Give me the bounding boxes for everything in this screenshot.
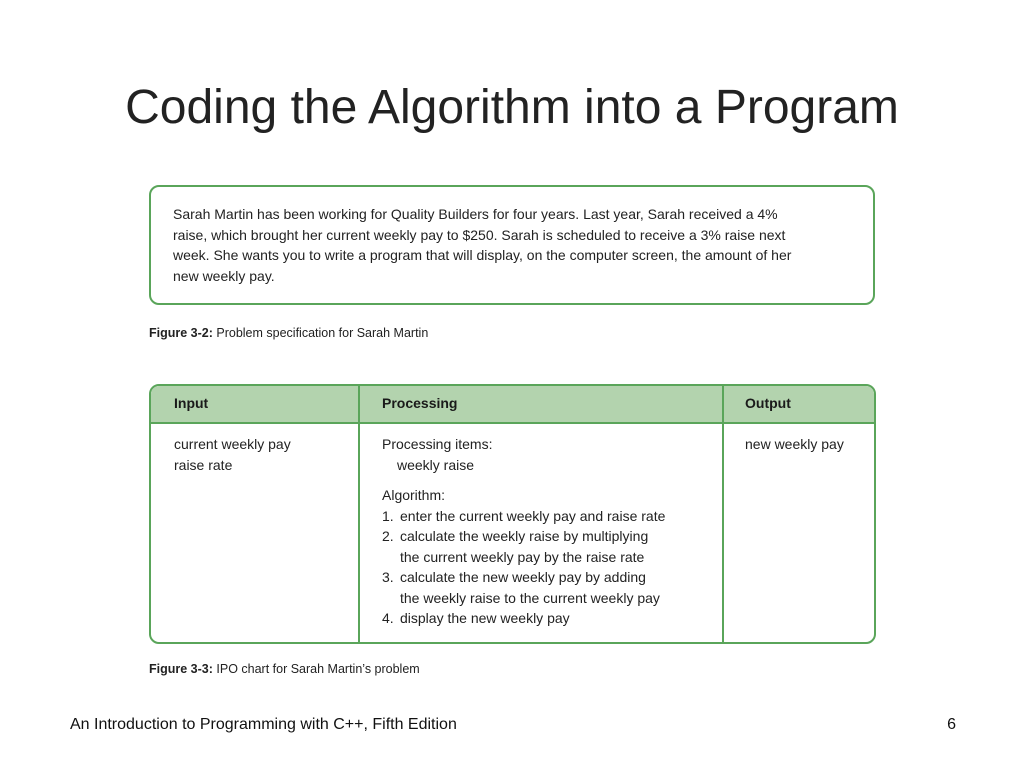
algorithm-step bbox=[382, 608, 717, 629]
input-item: current weekly pay bbox=[174, 436, 291, 452]
step-text: calculate the weekly raise by multiplying bbox=[400, 528, 649, 544]
header-input: Input bbox=[174, 395, 209, 411]
slide-footer: An Introduction to Programming with C++, Fifth Edition bbox=[70, 716, 457, 733]
spec-line: week. She wants you to write a program that will display, on the computer screen, the amount of her bbox=[173, 247, 792, 263]
input-item: raise rate bbox=[174, 456, 233, 473]
step-text: the current weekly pay by the raise rate bbox=[400, 548, 645, 565]
step-text: the weekly raise to the current weekly pay bbox=[400, 589, 660, 606]
header-processing: Processing bbox=[382, 395, 458, 411]
step-number: 2. bbox=[382, 528, 394, 544]
caption-text: Problem specification for Sarah Martin bbox=[212, 326, 429, 340]
figure-caption-3-2 bbox=[149, 326, 428, 340]
caption-label: Figure 3-3: bbox=[149, 662, 213, 676]
caption-label: Figure 3-2: bbox=[149, 326, 213, 340]
spec-line: Sarah Martin has been working for Quality Builders for four years. Last year, Sarah received a 4% bbox=[173, 206, 778, 222]
step-text: enter the current weekly pay and raise rate bbox=[400, 507, 666, 524]
spec-line: raise, which brought her current weekly pay to $250. Sarah is scheduled to receive a 3% raise next bbox=[173, 226, 786, 243]
algorithm-step bbox=[382, 506, 717, 527]
processing-item: weekly raise bbox=[397, 456, 475, 473]
column-divider bbox=[722, 386, 724, 642]
step-number: 4. bbox=[382, 610, 394, 626]
step-text: display the new weekly pay bbox=[400, 610, 570, 626]
processing-cell bbox=[382, 434, 717, 629]
step-text: calculate the new weekly pay by adding bbox=[400, 569, 646, 585]
output-cell bbox=[745, 434, 875, 455]
caption-text: IPO chart for Sarah Martin’s problem bbox=[212, 662, 420, 676]
page-number: 6 bbox=[947, 716, 956, 733]
algorithm-step bbox=[382, 526, 717, 567]
algorithm-step bbox=[382, 567, 717, 608]
problem-specification-box bbox=[149, 185, 875, 305]
spec-line: new weekly pay. bbox=[173, 267, 275, 284]
header-output: Output bbox=[745, 395, 791, 411]
output-item: new weekly pay bbox=[745, 436, 844, 452]
slide-title: Coding the Algorithm into a Program bbox=[125, 81, 899, 134]
step-number: 1. bbox=[382, 507, 394, 524]
step-number: 3. bbox=[382, 569, 394, 585]
ipo-chart bbox=[149, 384, 876, 644]
processing-items-label: Processing items: bbox=[382, 436, 493, 452]
column-divider bbox=[358, 386, 360, 642]
algorithm-label: Algorithm: bbox=[382, 487, 446, 503]
figure-caption-3-3 bbox=[149, 662, 420, 676]
input-cell bbox=[174, 434, 354, 475]
